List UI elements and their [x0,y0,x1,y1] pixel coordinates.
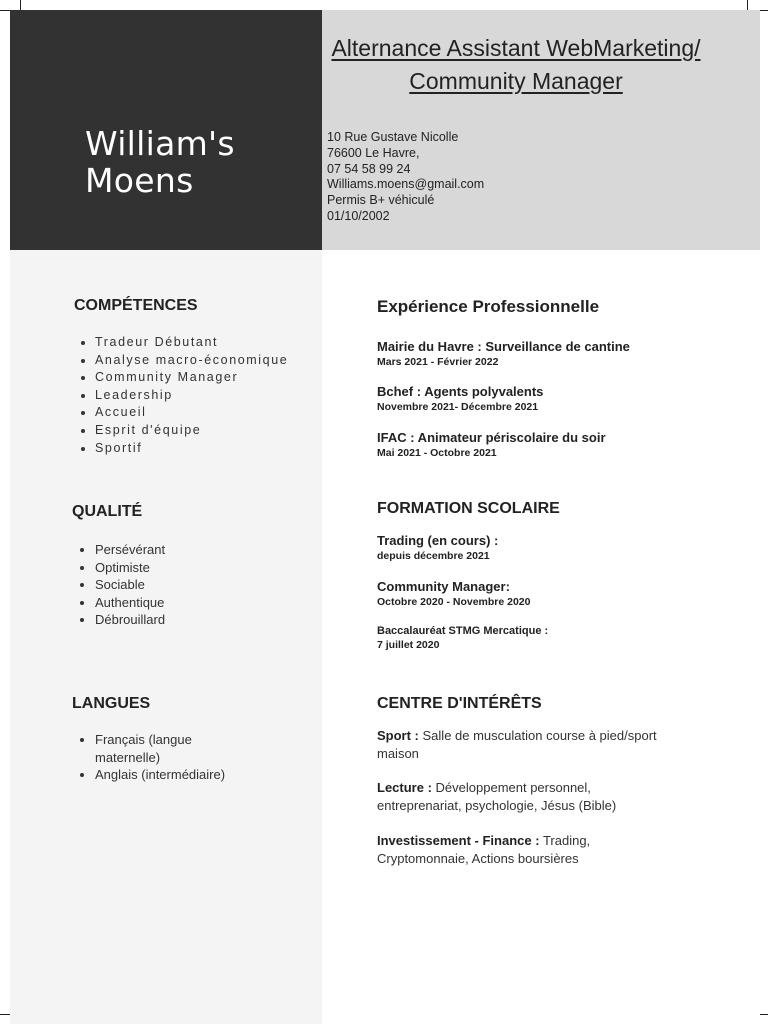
job-title [316,32,716,98]
entry-date: Mars 2021 - Février 2022 [377,356,499,368]
crop-mark [0,10,10,11]
interest-text: Salle de musculation course à pied/sport maison [377,728,657,761]
interets-title: CENTRE D'INTÉRÊTS [377,695,542,712]
experience-title: Expérience Professionnelle [377,297,600,316]
list-item: • Community Manager [95,369,288,387]
entry-date: Mai 2021 - Octobre 2021 [377,447,497,459]
list-item: • Esprit d'équipe [95,422,288,440]
list-item: • Accueil [95,404,288,422]
langues-list [73,731,255,784]
list-item: • Optimiste [95,559,165,577]
interest-item [377,727,657,763]
list-item: • Anglais (intermédiaire) [95,766,255,784]
formation-title: FORMATION SCOLAIRE [377,500,560,517]
candidate-name [85,125,235,199]
entry-date: Octobre 2020 - Novembre 2020 [377,596,531,608]
entry-title: IFAC : Animateur périscolaire du soir [377,430,606,445]
entry-title: Trading (en cours) : [377,533,499,548]
job-title-line-1: Alternance Assistant WebMarketing/ [331,35,701,61]
entry-title: Mairie du Havre : Surveillance de cantine [377,339,630,354]
name-line-2: Moens [85,161,194,200]
interest-label: Investissement - Finance : [377,833,540,848]
contact-phone: 07 54 58 99 24 [327,161,411,176]
langues-title: LANGUES [72,695,151,712]
name-line-1: William's [85,124,235,163]
interest-label: Lecture : [377,780,432,795]
formation-entry [377,624,548,652]
experience-entry [377,339,630,369]
entry-date: 7 juillet 2020 [377,639,440,651]
contact-city: 76600 Le Havre, [327,145,420,160]
list-item: • Débrouillard [95,611,165,629]
interest-text: Trading, Cryptomonnaie, Actions boursières [377,833,591,866]
interest-item [377,832,657,868]
entry-date: Novembre 2021- Décembre 2021 [377,401,539,413]
entry-title: Community Manager: [377,579,510,594]
crop-mark [747,0,748,10]
formation-entry [377,533,498,563]
list-item: • Sociable [95,576,165,594]
experience-entry [377,430,606,460]
list-item: • Tradeur Débutant [95,334,288,352]
formation-entry [377,579,531,609]
interest-item [377,779,657,815]
job-title-line-2: Community Manager [409,68,623,94]
contact-email: Williams.moens@gmail.com [327,177,485,192]
qualite-list [73,541,165,629]
contact-info [327,130,484,225]
contact-address: 10 Rue Gustave Nicolle [327,130,459,144]
list-item: • Français (langue maternelle) [95,731,255,766]
competences-list [73,334,288,457]
crop-mark [20,0,21,10]
list-item: • Authentique [95,594,165,612]
contact-license: Permis B+ véhiculé [327,193,435,208]
entry-date: depuis décembre 2021 [377,550,490,562]
crop-mark [0,1014,10,1015]
competences-title: COMPÉTENCES [74,297,198,314]
interest-text: Développement personnel, entreprenariat, psychologie, Jésus (Bible) [377,780,617,813]
list-item: • Persévérant [95,541,165,559]
interest-label: Sport : [377,728,419,743]
qualite-title: QUALITÉ [72,503,143,520]
experience-entry [377,384,543,414]
list-item: • Analyse macro-économique [95,352,288,370]
entry-title: Baccalauréat STMG Mercatique : [377,625,549,637]
list-item: • Leadership [95,387,288,405]
entry-title: Bchef : Agents polyvalents [377,384,544,399]
contact-birthdate: 01/10/2002 [327,208,390,223]
list-item: • Sportif [95,440,288,458]
